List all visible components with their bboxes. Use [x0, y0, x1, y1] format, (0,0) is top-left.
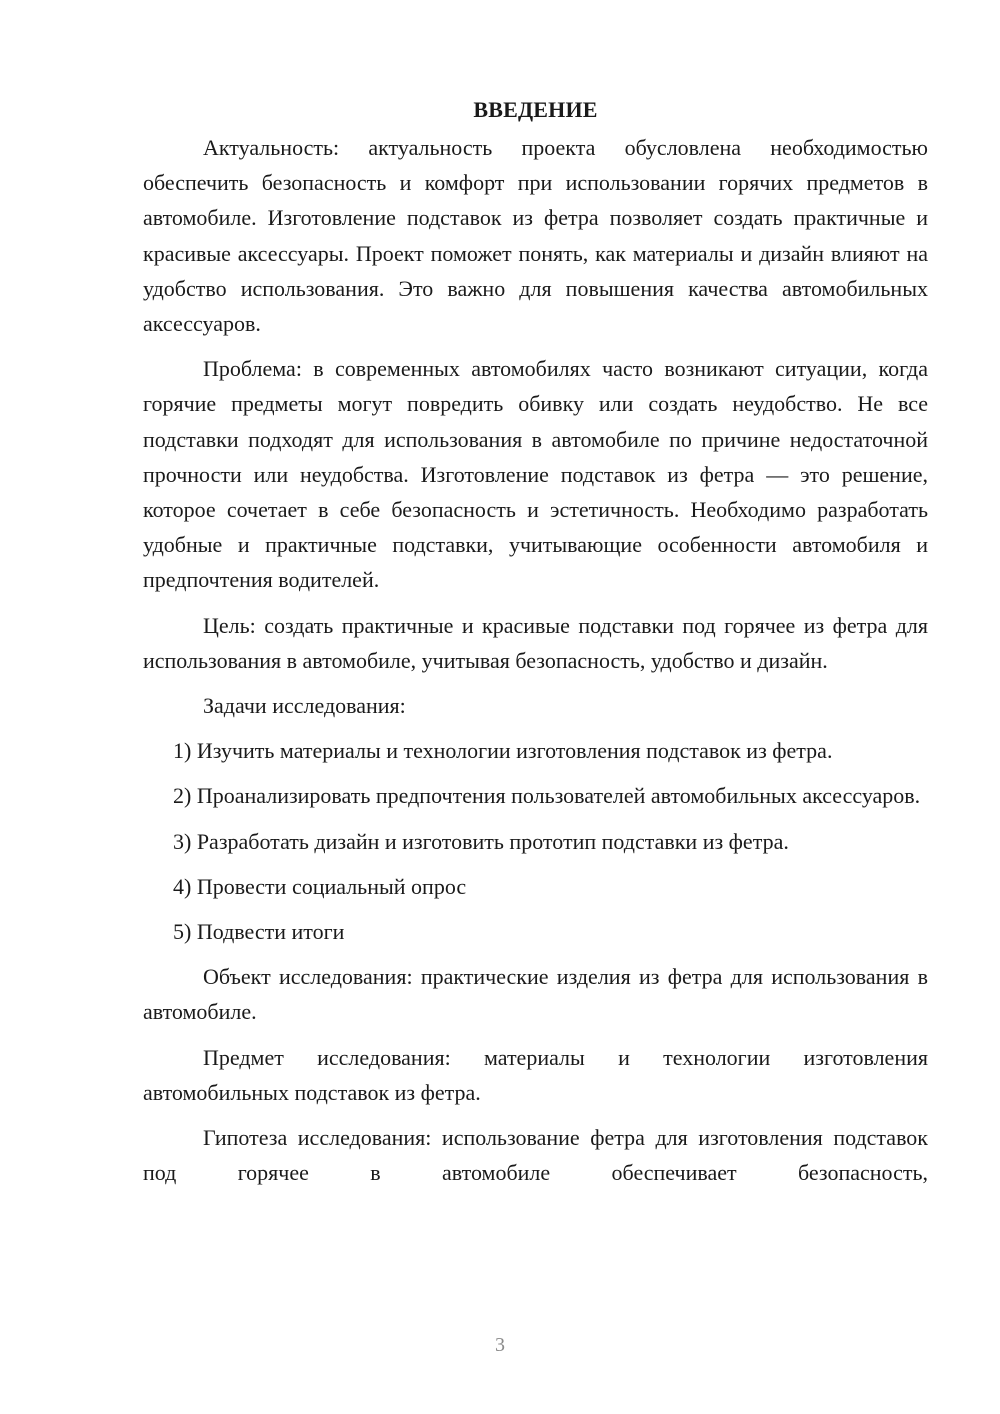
page-number: 3: [495, 1334, 505, 1356]
paragraph-object: Объект исследования: практические изделия из фетра для использования в автомобиле.: [143, 964, 928, 1025]
paragraph-goal: Цель: создать практичные и красивые подставки под горячее из фетра для использования в автомобиле, учитывая безопасность, удобство и дизайн.: [143, 612, 928, 673]
paragraph-relevance: Актуальность: актуальность проекта обусловлена необходимостью обеспечить безопасность и комфорт при использовании горячих предметов в автомобиле. Изготовление подставок из фетра позволяет создать практичные и красивые аксессуары. Проект поможет понять, как материалы и дизайн влияют на удобство использования. Это важно для повышения качества автомобильных аксессуаров.: [143, 135, 928, 337]
task-item-3: 3) Разработать дизайн и изготовить прототип подставки из фетра.: [173, 828, 789, 854]
page-title: ВВЕДЕНИЕ: [473, 97, 598, 122]
paragraph-hypothesis: Гипотеза исследования: использование фетра для изготовления подставок под горячее в автомобиле обеспечивает безопасность,: [143, 1125, 928, 1186]
paragraph-subject: Предмет исследования: материалы и технологии изготовления автомобильных подставок из фетра.: [143, 1044, 928, 1105]
task-item-1: 1) Изучить материалы и технологии изготовления подставок из фетра.: [173, 738, 833, 764]
task-item-5: 5) Подвести итоги: [173, 919, 345, 945]
tasks-heading: Задачи исследования:: [203, 693, 406, 719]
document-page: [143, 92, 928, 1190]
task-item-2: 2) Проанализировать предпочтения пользователей автомобильных аксессуаров.: [173, 783, 921, 809]
task-item-4: 4) Провести социальный опрос: [173, 873, 467, 899]
paragraph-problem: Проблема: в современных автомобилях часто возникают ситуации, когда горячие предметы могут повредить обивку или создать неудобство. Не все подставки подходят для использования в автомобиле по причине недостаточной прочности или неудобства. Изготовление подставок из фетра — это решение, которое сочетает в себе безопасность и эстетичность. Необходимо разработать удобные и практичные подставки, учитывающие особенности автомобиля и предпочтения водителей.: [143, 356, 928, 593]
